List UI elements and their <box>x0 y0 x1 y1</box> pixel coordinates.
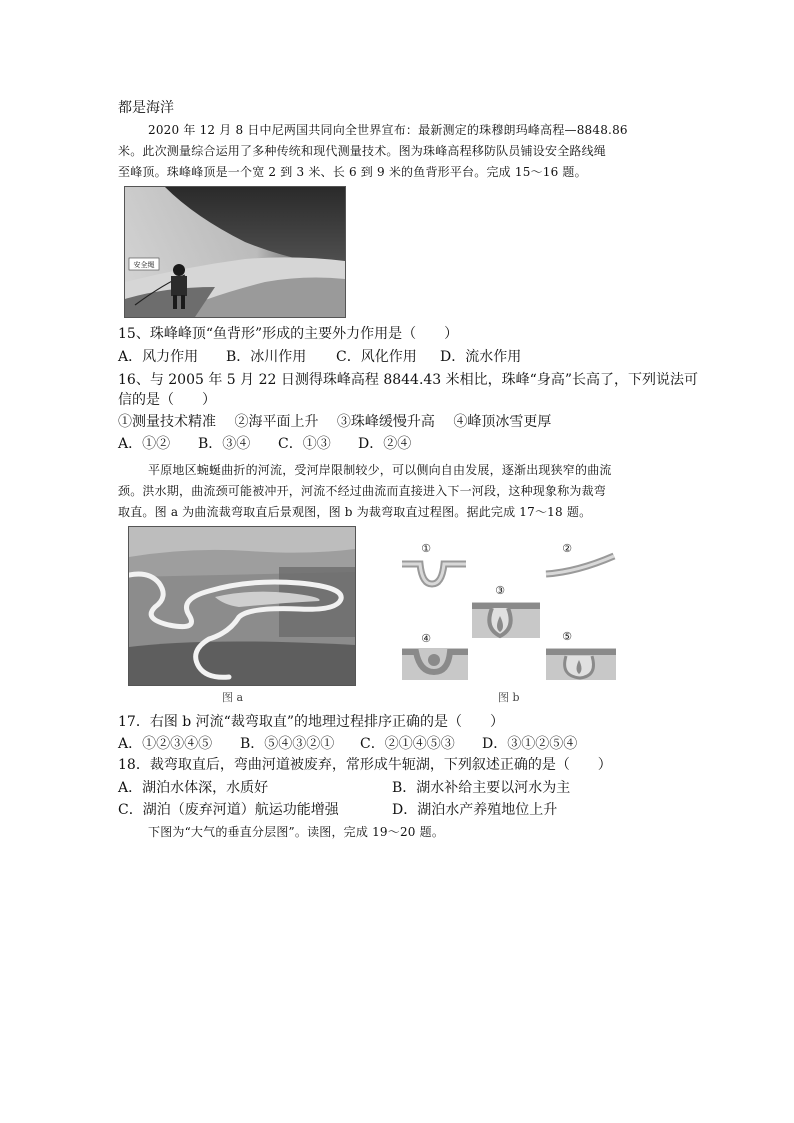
q16-stem: 16、与 2005 年 5 月 22 日测得珠峰高程 8844.43 米相比，珠峰“身高”长高了，下列说法可 <box>118 372 698 388</box>
q18-option-b: B．湖水补给主要以河水为主 <box>392 780 571 796</box>
q15-stem: 15、珠峰峰顶“鱼背形”形成的主要外力作用是（ ） <box>118 326 459 342</box>
everest-summit-photo <box>124 186 346 318</box>
q17-option-a: A．①②③④⑤ <box>118 736 213 752</box>
q15-option-c: C．风化作用 <box>336 349 417 365</box>
passage2-line-2: 颈。洪水期，曲流颈可能被冲开，河流不经过曲流而直接进入下一河段，这种现象称为裁弯 <box>118 484 607 498</box>
q17-option-d: D．③①②⑤④ <box>482 736 578 752</box>
figure-b-caption: 图 b <box>498 691 520 704</box>
stage-1-label: ① <box>421 542 431 555</box>
stage-1 <box>402 542 466 584</box>
stage-4 <box>402 632 468 680</box>
q17-option-b: B．⑤④③②① <box>240 736 335 752</box>
q16-option-d: D．②④ <box>358 436 412 452</box>
meander-landscape-photo <box>128 526 356 686</box>
stage-2 <box>546 542 614 574</box>
q15-option-b: B．冰川作用 <box>226 349 307 365</box>
figure-a-caption: 图 a <box>222 691 244 704</box>
q16-option-b: B．③④ <box>198 436 251 452</box>
q17-stem: 17．右图 b 河流“裁弯取直”的地理过程排序正确的是（ ） <box>118 714 504 730</box>
intro-tail: 都是海洋 <box>118 100 174 116</box>
stage-4-label: ④ <box>421 632 431 645</box>
passage2-line-1: 平原地区蜿蜒曲折的河流，受河岸限制较少，可以侧向自由发展，逐渐出现狭窄的曲流 <box>148 463 612 477</box>
q16-stem-cont: 信的是（ ） <box>118 392 216 408</box>
q16-option-c: C．①③ <box>278 436 331 452</box>
q16-statements: ①测量技术精准 ②海平面上升 ③珠峰缓慢升高 ④峰顶冰雪更厚 <box>118 414 552 430</box>
stage-5-label: ⑤ <box>562 630 572 643</box>
passage3: 下图为“大气的垂直分层图”。读图，完成 19～20 题。 <box>148 825 445 839</box>
q15-option-a: A．风力作用 <box>118 349 199 365</box>
passage1-line-3: 至峰顶。珠峰峰顶是一个宽 2 到 3 米、长 6 到 9 米的鱼背形平台。完成 15～16 题。 <box>118 165 587 179</box>
q15-option-d: D．流水作用 <box>440 349 522 365</box>
q18-option-d: D．湖泊水产养殖地位上升 <box>392 802 558 818</box>
meander-cutoff-diagram <box>392 536 632 686</box>
q18-option-c: C．湖泊（废弃河道）航运功能增强 <box>118 802 339 818</box>
q17-option-c: C．②①④⑤③ <box>360 736 455 752</box>
stage-3 <box>472 584 540 638</box>
stage-3-label: ③ <box>495 584 505 597</box>
passage1-line-2: 米。此次测量综合运用了多种传统和现代测量技术。图为珠峰高程移防队员铺设安全路线绳 <box>118 144 607 158</box>
safety-rope-label: 安全绳 <box>133 261 155 269</box>
passage2-line-3: 取直。图 a 为曲流裁弯取直后景观图，图 b 为裁弯取直过程图。据此完成 17～18 题。 <box>118 505 592 519</box>
q16-option-a: A．①② <box>118 436 171 452</box>
stage-2-label: ② <box>562 542 572 555</box>
q18-stem: 18．裁弯取直后，弯曲河道被废弃，常形成牛轭湖，下列叙述正确的是（ ） <box>118 757 612 773</box>
passage1-line-1: 2020 年 12 月 8 日中尼两国共同向全世界宣布：最新测定的珠穆朗玛峰高程—8848.86 <box>148 123 628 137</box>
q18-option-a: A．湖泊水体深，水质好 <box>118 780 269 796</box>
stage-5 <box>546 630 616 680</box>
